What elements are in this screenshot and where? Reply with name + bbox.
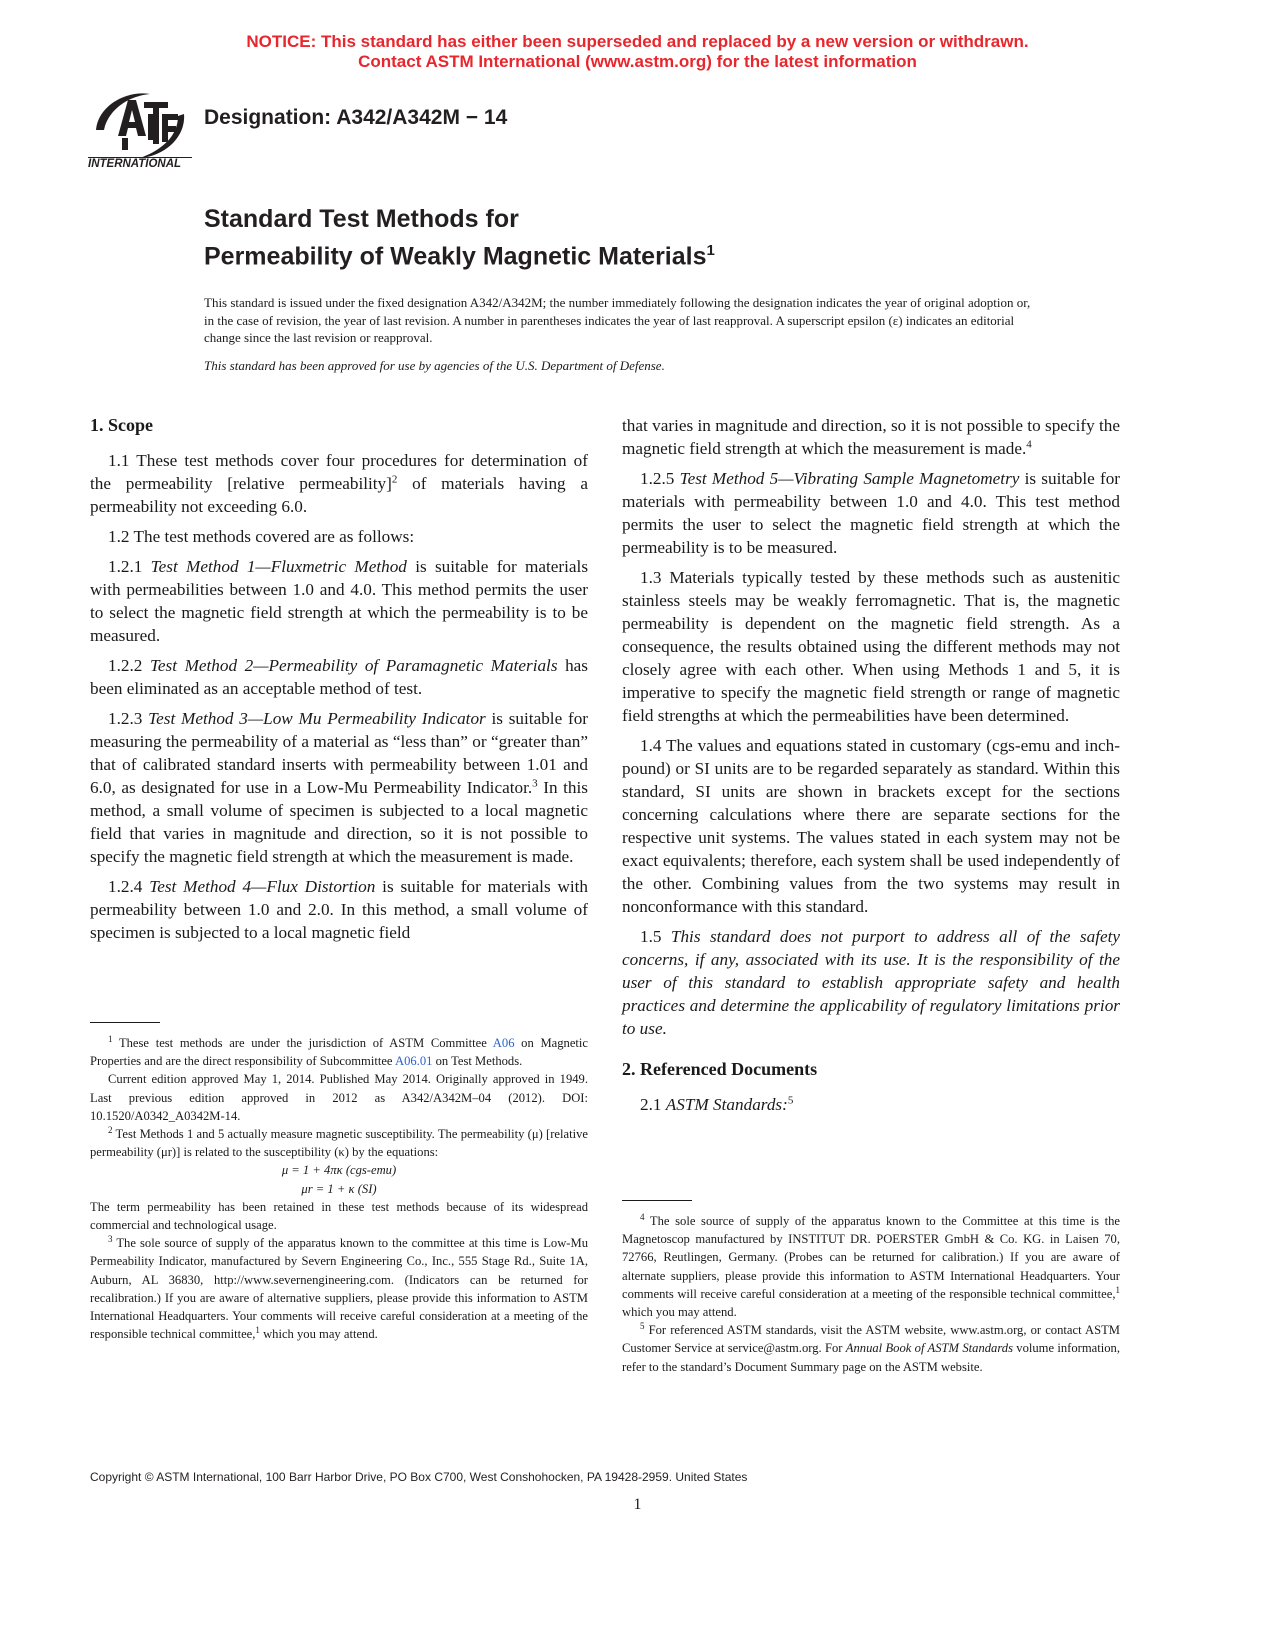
document-title — [204, 204, 715, 272]
designation: Designation: A342/A342M − 14 — [204, 106, 508, 129]
footnote-4: $^4$ The sole source of supply of the apparatus known to the Committee at this time is the Magnetoscop manufactured by INSTITUT DR. POERSTER GmbH & Co. KG. in Laisen 70, 72766, Reutlingen, Germany. (Probes can be returned for calibration.) If you are aware of alternate suppliers, please provide this information to ASTM International Headquarters. Your comments will receive careful consideration at a meeting of the responsible technical committee,$^1$ which you may attend. — [622, 1211, 1120, 1320]
astm-logo — [88, 84, 198, 174]
title-footnote-ref: 1 — [706, 242, 715, 259]
copyright-line: Copyright © ASTM International, 100 Barr Harbor Drive, PO Box C700, West Conshohocken, PA 19428-2959. United States — [90, 1470, 748, 1484]
paragraph-1-5: 1.5 This standard does not purport to address all of the safety concerns, if any, associated with its use. It is the responsibility of the user of this standard to establish appropriate safety and health practices and determine the applicability of regulatory limitations prior to use. — [622, 927, 1120, 1038]
title-line-1: Standard Test Methods for — [204, 205, 519, 233]
footnote-ref-3: 3 — [532, 777, 538, 790]
paragraph-1-4: 1.4 The values and equations stated in customary (cgs-emu and inch-pound) or SI units are to be regarded separately as standard. Within this standard, SI units are shown in brackets except for the sections concerning calculations where there are separate sections for the respective unit systems. The values stated in each system may not be exact equivalents; therefore, each system shall be used independently of the other. Combining values from the two systems may result in nonconformance with this standard. — [622, 736, 1120, 916]
committee-a06-link[interactable]: A06 — [492, 1036, 515, 1050]
footnote-1-edition: Current edition approved May 1, 2014. Published May 2014. Originally approved in 1949. Last previous edition approved in 2012 as A342/A342M–04 (2012). DOI: 10.1520/A0342_A0342M-14. — [90, 1072, 588, 1123]
section-1-heading: 1. Scope — [90, 415, 153, 435]
paragraph-1-1: 1.1 These test methods cover four procedures for determination of the permeability [relative permeability]$^2$ of materials having a permeability not exceeding 6.0. — [90, 451, 588, 516]
footnote-5: $^5$ For referenced ASTM standards, visit the ASTM website, www.astm.org, or contact ASTM Customer Service at service@astm.org. For Annual Book of ASTM Standards volume information, refer to the standard’s Document Summary page on the ASTM website. — [622, 1321, 1120, 1374]
astm-logo-icon — [88, 84, 198, 174]
paragraph-1-2-5: 1.2.5 Test Method 5—Vibrating Sample Magnetometry is suitable for materials with permeability between 1.0 and 4.0. This test method permits the user to select the magnetic field strength at which the permeability is to be measured. — [622, 469, 1121, 557]
footnote-divider-left — [90, 1022, 160, 1023]
right-column — [622, 414, 1120, 1123]
notice-line-2: Contact ASTM International (www.astm.org) for the latest information — [358, 52, 917, 71]
page-number: 1 — [633, 1496, 642, 1513]
paragraph-1-2-3: 1.2.3 Test Method 3—Low Mu Permeability Indicator is suitable for measuring the permeability of a material as “less than” or “greater than” that of calibrated standard inserts with permeability between 1.01 and 6.0, as designated for use in a Low-Mu Permeability Indicator.$^3$ In this method, a small volume of specimen is subjected to a local magnetic field that varies in magnitude and direction, so it is not possible to specify the magnetic field strength at which the measurement is made. — [90, 709, 589, 866]
left-column — [90, 414, 588, 951]
equation-si: μr = 1 + κ (SI) — [301, 1181, 377, 1196]
paragraph-1-3: 1.3 Materials typically tested by these methods such as austenitic stainless steels may be weakly ferromagnetic. That is, the magnetic permeability is dependent on the magnetic field strength. As a consequence, the results obtained using the different methods may not closely agree with each other. When using Methods 1 and 5, it is imperative to specify the magnetic field strength or range of magnetic field strengths at which the permeabilities have been determined. — [622, 568, 1120, 725]
dod-approval-statement: This standard has been approved for use by agencies of the U.S. Department of Defense. — [204, 358, 665, 373]
withdrawn-notice — [0, 32, 1275, 72]
paragraph-1-2-1: 1.2.1 Test Method 1—Fluxmetric Method is suitable for materials with permeabilities between 1.0 and 4.0. This method permits the user to select the magnetic field strength at which the permeability is to be measured. — [90, 557, 589, 645]
footnotes-left — [90, 1034, 588, 1343]
paragraph-1-2-4-continued: that varies in magnitude and direction, so it is not possible to specify the magnetic field strength at which the measurement is made.$^4$ — [622, 416, 1120, 458]
footnote-1: $^1$ These test methods are under the jurisdiction of ASTM Committee A06 on Magnetic Properties and are the direct responsibility of Subcommittee A06.01 on Test Methods. — [90, 1033, 589, 1069]
paragraph-2-1: 2.1 ASTM Standards:$^5$ — [640, 1094, 794, 1114]
notice-line-1: NOTICE: This standard has either been superseded and replaced by a new version or withdrawn. — [246, 32, 1029, 51]
footnote-2: $^2$ Test Methods 1 and 5 actually measure magnetic susceptibility. The permeability (μ) [relative permeability (μr)] is related to the susceptibility (κ) by the equations: — [90, 1124, 588, 1160]
footnote-2-continued: The term permeability has been retained in these test methods because of its widespread commercial and technological usage. — [90, 1199, 588, 1233]
title-line-2-text: Permeability of Weakly Magnetic Materials — [204, 242, 707, 271]
section-2-heading: 2. Referenced Documents — [622, 1059, 818, 1079]
title-line-2 — [204, 235, 715, 272]
paragraph-1-2: 1.2 The test methods covered are as follows: — [108, 527, 415, 546]
logo-international-text: INTERNATIONAL — [88, 158, 182, 170]
paragraph-1-2-2: 1.2.2 Test Method 2—Permeability of Paramagnetic Materials has been eliminated as an acceptable method of test. — [90, 656, 588, 698]
footnote-3: $^3$ The sole source of supply of the apparatus known to the committee at this time is Low-Mu Permeability Indicator, manufactured by Severn Engineering Co., Inc., 555 Stage Rd., Suite 1A, Auburn, AL 36830, http://www.severnengineering.com. (Indicators can be returned for recalibration.) If you are aware of alternative suppliers, please provide this information to ASTM International Headquarters. Your comments will receive careful consideration at a meeting of the responsible technical committee,$^1$ which you may attend. — [90, 1234, 588, 1342]
footnote-divider-right — [622, 1200, 692, 1201]
subcommittee-a06-01-link[interactable]: A06.01 — [394, 1054, 433, 1069]
footnote-ref-5: 5 — [787, 1094, 794, 1107]
footnotes-right — [622, 1212, 1120, 1376]
footnote-ref-4: 4 — [1026, 438, 1032, 451]
equation-cgs: μ = 1 + 4πκ (cgs-emu) — [281, 1163, 397, 1178]
paragraph-1-2-4: 1.2.4 Test Method 4—Flux Distortion is suitable for materials with permeability between 1.0 and 2.0. In this method, a small volume of specimen is subjected to a local magnetic field — [90, 877, 589, 942]
issuance-statement: This standard is issued under the fixed designation A342/A342M; the number immediately following the designation indicates the year of original adoption or, in the case of revision, the year of last revision. A number in parentheses indicates the year of last reapproval. A superscript epsilon (ε) indicates an editorial change since the last revision or reapproval. — [204, 295, 1031, 345]
footnote-ref-2: 2 — [391, 473, 398, 486]
